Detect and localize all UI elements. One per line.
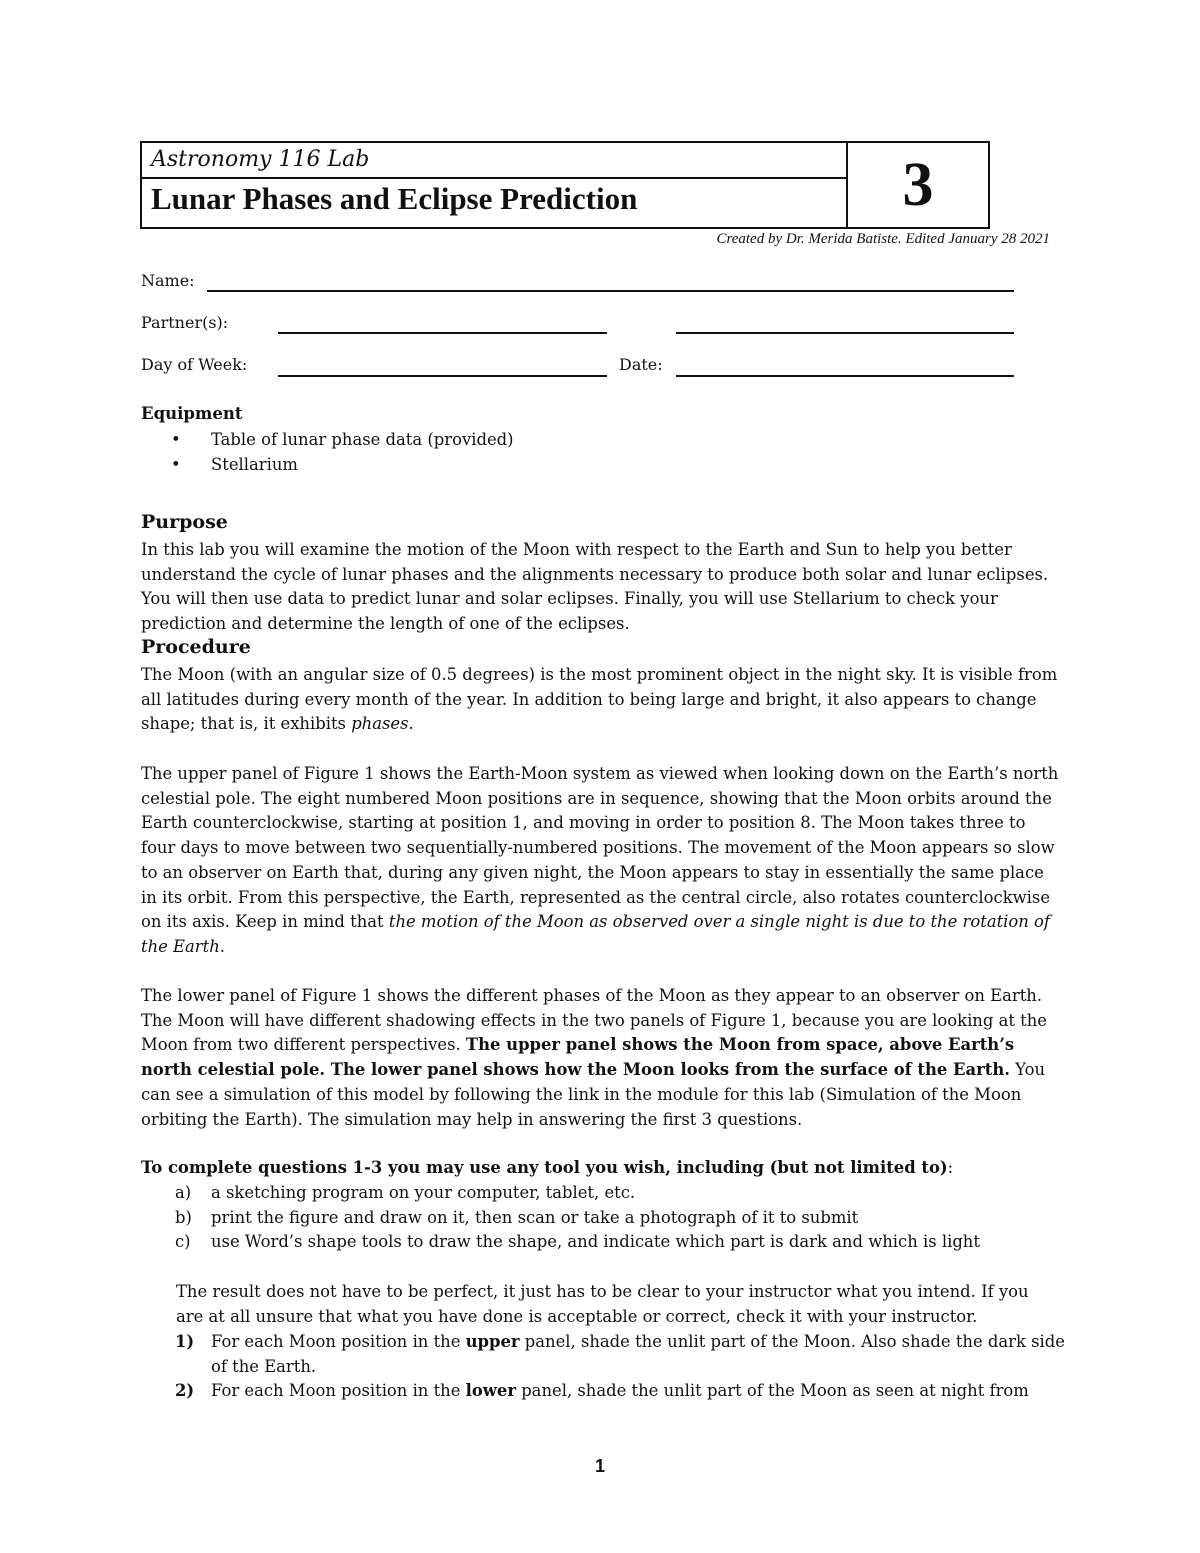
day-of-week-label: Day of Week: (141, 355, 248, 374)
procedure-heading: Procedure (141, 636, 251, 658)
author-credit: Created by Dr. Merida Batiste. Edited January 28 2021 (716, 231, 1050, 247)
procedure-paragraph-1: The Moon (with an angular size of 0.5 degrees) is the most prominent object in the night sky. It is visible from all latitudes during every month of the year. In addition to being large and bright, it also appears to change shape; that is, it exhibits phases. (141, 665, 1058, 734)
partner-line-1[interactable] (278, 332, 607, 334)
question-item: 2) For each Moon position in the lower panel, shade the unlit part of the Moon as seen at night from (175, 1381, 1029, 1401)
lab-number: 3 (902, 150, 934, 219)
purpose-heading: Purpose (141, 511, 228, 533)
purpose-text: In this lab you will examine the motion of the Moon with respect to the Earth and Sun to help you better understand the cycle of lunar phases and the alignments necessary to produce both solar and lunar eclipses. You will then use data to predict lunar and solar eclipses. Finally, you will use Stellarium to check your prediction and determine the length of one of the eclipses. (141, 540, 1049, 634)
list-item: a) a sketching program on your computer, tablet, etc. (175, 1183, 636, 1202)
title-left-cell (142, 143, 848, 227)
date-line[interactable] (676, 375, 1014, 377)
title-divider (142, 177, 846, 179)
equipment-heading: Equipment (141, 404, 243, 423)
bullet-icon: • (171, 430, 181, 449)
equipment-list (171, 428, 514, 477)
procedure-paragraph-3: The lower panel of Figure 1 shows the different phases of the Moon as they appear to an observer on Earth. The Moon will have different shadowing effects in the two panels of Figure 1, because you are looking at the Moon from two different perspectives. The upper panel shows the Moon from space, above Earth’s north celestial pole. The lower panel shows how the Moon looks from the surface of the Earth. You can see a simulation of this model by following the link in the module for this lab (Simulation of the Moon orbiting the Earth). The simulation may help in answering the first 3 questions. (141, 986, 1047, 1129)
question-list (175, 1330, 1065, 1404)
tools-note: The result does not have to be perfect, it just has to be clear to your instructor what you intend. If you are at all unsure that what you have done is acceptable or correct, check it with your instructor. (176, 1282, 1029, 1326)
course-name: Astronomy 116 Lab (151, 147, 370, 172)
bullet-icon: • (171, 454, 181, 474)
partners-label: Partner(s): (141, 313, 229, 332)
day-of-week-line[interactable] (278, 375, 607, 377)
tools-list (175, 1181, 1065, 1255)
list-item: • Table of lunar phase data (provided) (171, 428, 514, 453)
list-item: • Stellarium (171, 453, 514, 478)
date-label: Date: (619, 355, 663, 374)
list-item: c) use Word’s shape tools to draw the shape, and indicate which part is dark and which is light (175, 1232, 980, 1252)
procedure-paragraph-2: The upper panel of Figure 1 shows the Earth-Moon system as viewed when looking down on the Earth’s north celestial pole. The eight numbered Moon positions are in sequence, showing that the Moon orbits around the Earth counterclockwise, starting at position 1, and moving in order to position 8. The Moon takes three to four days to move between two sequentially-numbered positions. The movement of the Moon appears so slow to an observer on Earth that, during any given night, the Moon appears to stay in essentially the same place in its orbit. From this perspective, the Earth, represented as the central circle, also rotates counterclockwise on its axis. Keep in mind that the motion of the Moon as observed over a single night is due to the rotation of the Earth. (141, 764, 1059, 956)
name-label: Name: (141, 271, 195, 290)
name-line[interactable] (207, 290, 1014, 292)
partner-line-2[interactable] (676, 332, 1014, 334)
lab-title: Lunar Phases and Eclipse Prediction (151, 181, 638, 216)
list-item: b) print the figure and draw on it, then scan or take a photograph of it to submit (175, 1207, 859, 1227)
page-number: 1 (594, 1456, 605, 1476)
tools-heading: To complete questions 1-3 you may use any tool you wish, including (but not limited to): (141, 1158, 954, 1177)
question-item: 1) For each Moon position in the upper panel, shade the unlit part of the Moon. Also shade the dark side of the Earth. (175, 1332, 1065, 1376)
title-block (140, 141, 990, 229)
